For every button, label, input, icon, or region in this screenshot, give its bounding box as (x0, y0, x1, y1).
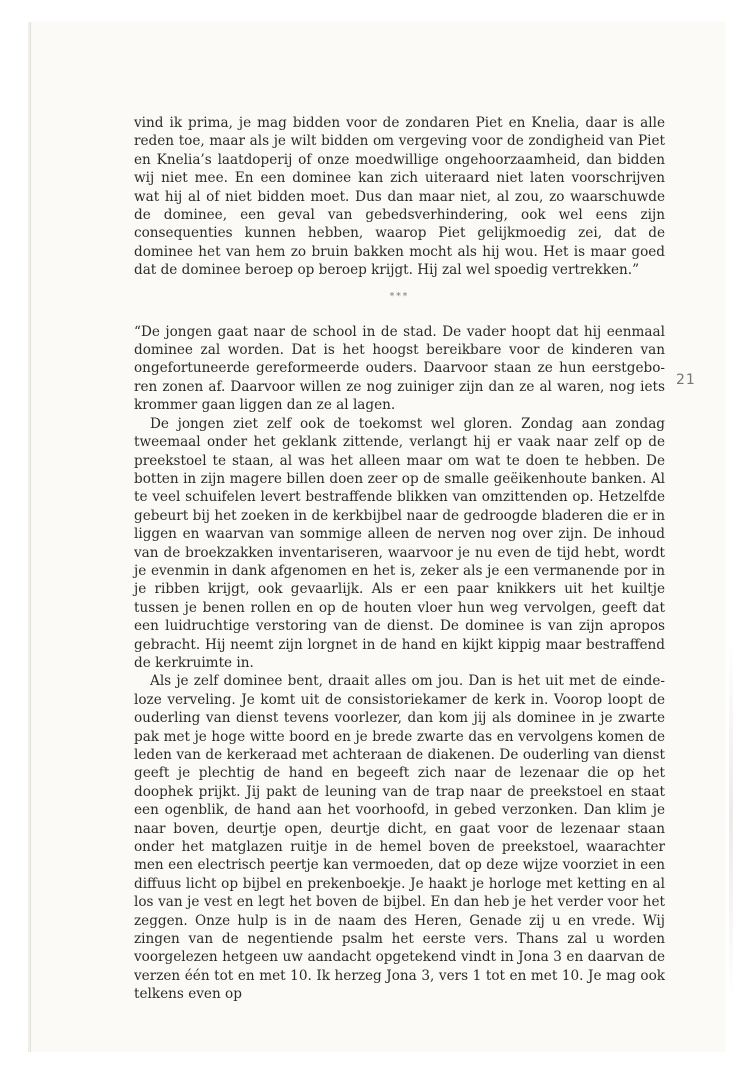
paragraph-4: Als je zelf dominee bent, draait alles om jou. Dan is het uit met de eindeloze verveling. Je komt uit de consistoriekamer de kerk in. Voorop loopt de ouderling van dienst tevens voorlezer, dan kom jij als dominee in je zwarte pak met je hoge witte boord en je brede zwarte das en vervolgens komen de leden van de kerkeraad met achteraan de diakenen. De ouderling van dienst geeft je plechtig de hand en begeeft zich naar de lezenaar die op het doophek prijkt. Jij pakt de leuning van de trap naar de preekstoel en staat een ogenblik, de hand aan het voorhoofd, in gebed verzonken. Dan klim je naar boven, deurtje open, deurtje dicht, en gaat voor de lezenaar staan onder het matglazen ruitje in de hemel boven de preekstoel, waarachter men een electrisch peertje kan vermoeden, dat op deze wijze voorziet in een diffuus licht op bijbel en prekenboekje. Je haakt je horloge met ketting en al los van je vest en legt het boven de bijbel. En dan heb je het verder voor het zeggen. Onze hulp is in de naam des Heren, Genade zij u en vrede. Wij zingen van de negentiende psalm het eerste vers. Thans zal u worden voorgelezen hetgeen uw aandacht opgetekend vindt in Jona 3 en daarvan de verzen één tot en met 10. Ik herzeg Jona 3, vers 1 tot en met 10. Je mag ook telkens even op (134, 673, 665, 1003)
book-page (30, 22, 725, 1052)
paragraph-3: De jongen ziet zelf ook de toekomst wel gloren. Zondag aan zondag tweemaal onder het geklank zittende, verlangt hij er vaak naar zelf op de preekstoel te staan, al was het alleen maar om wat te doen te hebben. De botten in zijn magere billen doen zeer op de smalle geëikenhoute banken. Al te veel schuifelen levert bestraffende blikken van omzittenden op. Hetzelfde gebeurt bij het zoeken in de kerkbijbel naar de gedroogde bladeren die er in liggen en waarvan van sommige alleen de nerven nog over zijn. De inhoud van de broekzakken inventariseren, waarvoor je nu even de tijd hebt, wordt je evenmin in dank afgenomen en het is, zeker als je een vermanende por in je ribben krijgt, ook gevaarlijk. Als er een paar knikkers uit het kuiltje tussen je benen rollen en op de houten vloer hun weg vervolgen, geeft dat een luidruchtige verstoring van de dienst. De dominee is van zijn apropos gebracht. Hij neemt zijn lorgnet in de hand en kijkt kippig maar bestraffend de kerkruimte in. (134, 415, 665, 671)
paragraph-2: “De jongen gaat naar de school in de stad. De vader hoopt dat hij eenmaal dominee zal worden. Dat is het hoogst bereikbare voor de kinderen van ongefortuneerde gereformeerde ouders. Daarvoor staan ze hun eerstgeboren zonen af. Daarvoor willen ze nog zuiniger zijn dan ze al waren, nog iets krommer gaan liggen dan ze al lagen. (134, 323, 665, 414)
section-separator: *** (389, 291, 410, 302)
body-text (134, 114, 665, 1004)
paragraph-1: vind ik prima, je mag bidden voor de zondaren Piet en Knelia, daar is alle reden toe, maar als je wilt bidden om vergeving voor de zondigheid van Piet en Knelia’s laatdoperij of onze moedwillige ongehoorzaamheid, dan bidden wij niet mee. En een dominee kan zich uiteraard niet laten voorschrijven wat hij al of niet bidden moet. Dus dan maar niet, al zou, zo waarschuwde de dominee, een geval van gebedsverhindering, ook wel eens zijn consequenties kunnen hebben, waarop Piet gelijkmoedig zei, dat de dominee het van hem zo bruin bakken mocht als hij wou. Het is maar goed dat de dominee beroep op beroep krijgt. Hij zal wel spoedig vertrekken.” (134, 115, 665, 279)
page-number: 21 (676, 372, 696, 388)
faint-spine-mark (729, 640, 733, 1000)
